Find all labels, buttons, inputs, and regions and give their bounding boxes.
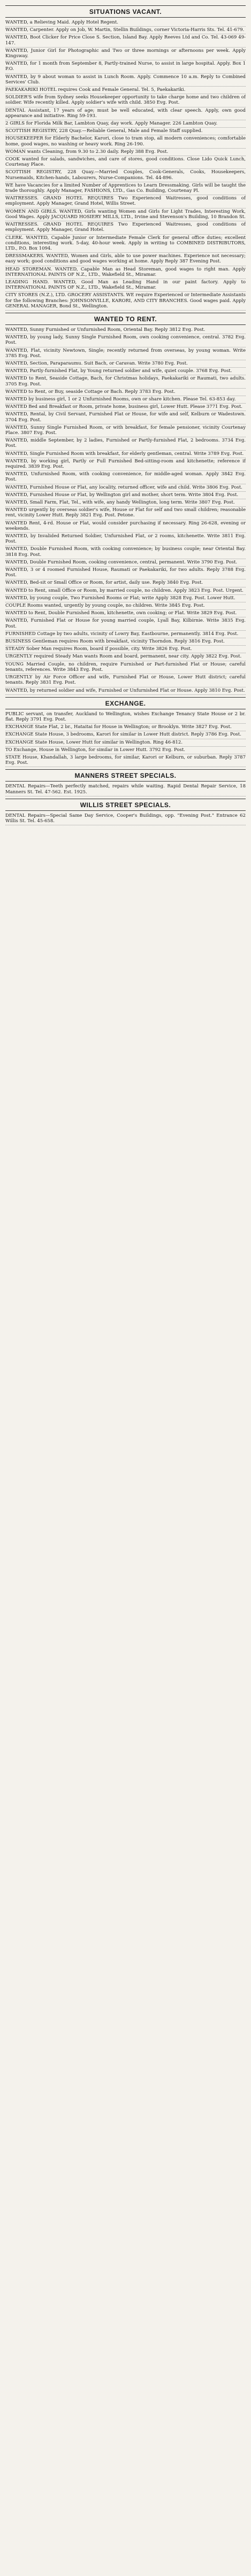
- classified-ad: FURNISHED Cottage by two adults, vicinity of Lowry Bay, Eastbourne, permanently. 3814 Evg. Post.: [5, 631, 246, 638]
- classified-ad: WANTED, Boot Clicker for Price Close S. Section, Island Bay. Apply Reeves Ltd and Co. Tel. 43-069 49-147.: [5, 34, 246, 47]
- classified-ad: WANTED, Unfurnished Room, with cooking convenience, for middle-aged woman. Apply 3842 Evg. Post.: [5, 471, 246, 484]
- classified-ad: PAEKAKARIKI HOTEL requires Cook and Female General. Tel. 5, Paekakariki.: [5, 87, 246, 94]
- classified-ad: EXCHANGE State House, 3 bedrooms, Karori for similar in Lower Hutt district. Reply 3786 Evg. Post.: [5, 731, 246, 739]
- section-heading: WANTED TO RENT.: [5, 314, 246, 325]
- classified-ad: SCOTTISH REGISTRY, 228 Quay.—Married Couples, Cook-Generals, Cooks, Housekeepers, Nursemaids, Kitchen-hands, Labourers, Nurse-Companions. Tel. 44-896.: [5, 169, 246, 182]
- classified-ad: WANTED, Sunny Single Furnished Room, or with breakfast, for female pensioner, vicinity Courtenay Place. 3807 Evg. Post.: [5, 424, 246, 437]
- classified-ad: YOUNG Married Couple, no children, require Furnished or Part-furnished Flat or House; careful tenants, references. Write 3843 Evg. Post.: [5, 661, 246, 674]
- classified-ad: HOUSEKEEPER for Elderly Bachelor, Karori, close to tram stop, all modern conveniences; comfortable home, good wages, no washing or heavy work. Ring 26-190.: [5, 135, 246, 148]
- section: [5, 697, 246, 770]
- classified-ad: TO Exchange, House in Wellington, for similar in Lower Hutt. 3792 Evg. Post.: [5, 747, 246, 754]
- classified-ad: WANTED, Carpenter. Apply on Job, W. Martin, Stellin Buildings, corner Victoria-Harris Sts. Tel. 41-679.: [5, 27, 246, 34]
- classified-ad: WANTED, Furnished House or Flat, by Wellington girl and mother, short term. Write 3804 Evg. Post.: [5, 492, 246, 499]
- classified-ad: 2 GIRLS for Florida Milk Bar, Lambton Quay, day work. Apply Manager. 226 Lambton Quay.: [5, 120, 246, 128]
- classified-ad: WANTED, by young couple, Two Furnished Rooms or Flat; write Apply 3828 Evg. Post. Lower Hutt.: [5, 595, 246, 602]
- classified-ad: WANTED, by working girl, Partly or Full Furnished Bed-sitting-room and kitchenette; reference if required. 3839 Evg. Post.: [5, 458, 246, 471]
- classified-ad: SOLDIER'S wife from Sydney seeks Housekeeper opportunity to take charge home and two children of soldier. Wife recently killed. Apply soldier's wife with child. 3850 Evg. Post.: [5, 94, 246, 107]
- classified-ad: WANTED to Rent, or Buy, seaside Cottage or Bach. Reply 3783 Evg. Post.: [5, 389, 246, 396]
- section: [5, 5, 246, 313]
- classified-ad: DENTAL Assistant, 17 years of age; must be well educated, with clear speech. Apply, own good appearance and initiative. Ring 59-193.: [5, 107, 246, 120]
- classified-ad: DENTAL Repairs—Teeth perfectly matched, repairs while waiting. Rapid Dental Repair Service, 18 Manners St. Tel. 47-562. Est. 1925.: [5, 783, 246, 796]
- section: [5, 799, 246, 827]
- classified-ad: HEAD STOREMAN. WANTED, Capable Man as Head Storeman, good wages to right man. Apply INTERNATIONAL PAINTS OF N.Z., LTD., Wakefield St., Miramar.: [5, 266, 246, 279]
- classified-ad: WANTED, Rental, by Civil Servant, Furnished Flat or House, for wife and self, Kelburn or Wadestown. 3704 Evg. Post.: [5, 411, 246, 424]
- classified-page: [5, 5, 246, 2565]
- classified-ad: WANTED, by young lady, Sunny Single Furnished Room, own cooking convenience, central. 3782 Evg. Post.: [5, 334, 246, 347]
- section: [5, 769, 246, 798]
- classified-ad: WANTED, Double Furnished Room, with cooking convenience; by business couple; near Oriental Bay. 3818 Evg. Post.: [5, 546, 246, 559]
- classified-ad: WOMAN wants Cleaning, from 9.30 to 2.30 daily. Reply 388 Evg. Post.: [5, 149, 246, 156]
- classified-ad: WANTED, by Invalided Returned Soldier, Unfurnished Flat, or 2 rooms, kitchenette. Write 3811 Evg. Post.: [5, 533, 246, 546]
- classified-ad: LEADING HAND. WANTED, Good Man as Leading Hand in our paint factory. Apply to INTERNATIONAL PAINTS OF N.Z., LTD., Wakefield St., Miramar.: [5, 279, 246, 292]
- classified-ad: WANTED by business girl, 1 or 2 Unfurnished Rooms, own or share kitchen. Please Tel. 63-853 day.: [5, 396, 246, 404]
- classified-ad: WANTED, Section, Paraparaumu. Suit Bach, or Caravan. Write 3780 Evg. Post.: [5, 360, 246, 368]
- classified-ad: WANTED Rent, 4-rd. House or Flat, would consider purchasing if necessary. Ring 26-628, evening or weekends.: [5, 520, 246, 533]
- classified-ad: EXCHANGE State House, Lower Hutt for similar in Wellington. Ring 46-812.: [5, 739, 246, 747]
- classified-ad: STEADY Sober Man requires Room, board if possible, city. Write 3826 Evg. Post.: [5, 646, 246, 653]
- classified-ad: WANTED, Bed-sit or Small Office or Room, for artist, daily use. Reply 3840 Evg. Post.: [5, 579, 246, 587]
- classified-ad: WANTED to Rent, Double Furnished Room, kitchenette, own cooking; or Flat. Write 3829 Evg. Post.: [5, 610, 246, 617]
- classified-ad: WANTED, Partly-furnished Flat, by Young returned soldier and wife, quiet couple. 3768 Evg. Post.: [5, 368, 246, 375]
- classified-ad: PUBLIC servant, on transfer, Auckland to Wellington, wishes Exchange Tenancy State House or 2 br. flat. Reply 3791 Evg. Post.: [5, 711, 246, 724]
- section-heading: SITUATIONS VACANT.: [5, 7, 246, 18]
- classified-ad: WANTED, by returned soldier and wife, Furnished or Unfurnished Flat or House. Apply 3810 Evg. Post.: [5, 687, 246, 695]
- classified-ad: COOK wanted for salads, sandwiches, and care of stores, good conditions. Close Lido Quick Lunch, Courtenay Place.: [5, 156, 246, 169]
- classified-ad: WANTED, Single Furnished Room with breakfast, for elderly gentleman, central. Write 3789 Evg. Post.: [5, 451, 246, 458]
- classified-ad: COUPLE Rooms wanted, urgently by young couple, no children. Write 3845 Evg. Post.: [5, 602, 246, 610]
- classified-ad: CLERK. WANTED, Capable Junior or Intermediate Female Clerk for general office duties; excellent conditions, interesting work. 5-day, 40-hour week. Apply in writing to COMBINED DISTRIBUTORS, LTD., P.O. Box 1094.: [5, 235, 246, 253]
- classified-ad: WANTED, by 9 about woman to assist in Lunch Room. Apply. Commence 10 a.m. Reply to Combined Services' Club.: [5, 74, 246, 87]
- classified-ad: WANTED, Sunny Furnished or Unfurnished Room, Oriental Bay. Reply 3812 Evg. Post.: [5, 327, 246, 334]
- classified-ad: WANTED, 3 or 4 roomed Furnished House, Raumati or Paekakariki, for two adults. Reply 3788 Evg. Post.: [5, 567, 246, 579]
- section-heading: WILLIS STREET SPECIALS.: [5, 800, 246, 811]
- classified-ad: WANTED, Furnished Flat or House for young married couple, Lyall Bay, Kilbirnie. Write 3835 Evg. Post.: [5, 617, 246, 630]
- classified-ad: BUSINESS Gentleman requires Room with breakfast, vicinity Thorndon. Reply 3816 Evg. Post.: [5, 638, 246, 646]
- classified-ad: WOMEN AND GIRLS. WANTED, Girls wanting Women and Girls for Light Trades, Interesting Work, Good Wages. Apply JACQUARD HOSIERY MILLS, LTD., Irvine and Stevenson's Building, 10 Brandon St.: [5, 208, 246, 221]
- classified-ad: CITY STORES (N.Z.), LTD. GROCERY ASSISTANTS. WE require Experienced or Intermediate Assistants for the following Branches: JOHNSONVILLE, KARORI, AND CITY BRANCHES. Good wages paid. Apply GENERAL MANAGER, Bond St., Wellington.: [5, 292, 246, 311]
- classified-ad: URGENTLY by Air Force Officer and wife, Furnished Flat or House, Lower Hutt district; careful tenants. Reply 3831 Evg. Post.: [5, 674, 246, 687]
- classified-ad: WANTED Bed and Breakfast or Room, private home, business girl, Lower Hutt. Please 3771 Evg. Post.: [5, 404, 246, 411]
- classified-ad: DENTAL Repairs—Special Same Day Service, Cooper's Buildings, opp. "Evening Post." Entrance 62 Willis St. Tel. 45-658.: [5, 813, 246, 825]
- classified-ad: URGENTLY required Steady Man wants Room and board, permanent, near city. Apply 3822 Evg. Post.: [5, 653, 246, 661]
- classified-ad: WANTED, Double Furnished Room, cooking convenience, central, permanent. Write 3790 Evg. Post.: [5, 559, 246, 567]
- classified-ad: WE have Vacancies for a limited Number of Apprentices to Learn Dressmaking. Girls will be taught the trade thoroughly. Apply Manager, FASHIONS, LTD., Gas Co. Building, Courtenay Pl.: [5, 182, 246, 195]
- classified-ad: WANTED to Rent, small Office or Room, by married couple, no children. Apply 3823 Evg. Post. Urgent.: [5, 587, 246, 595]
- classified-ad: STATE House, Khandallah, 3 large bedrooms, for similar, Karori or Kelburn, or suburban. Reply 3787 Evg. Post.: [5, 754, 246, 767]
- classified-ad: SCOTTISH REGISTRY, 228 Quay.—Reliable General, Male and Female Staff supplied.: [5, 128, 246, 135]
- classified-ad: WANTED urgently by overseas soldier's wife, House or Flat for self and two small children; reasonable rent, vicinity Lower Hutt. Reply 3821 Evg. Post. Petone.: [5, 507, 246, 520]
- classified-ad: WANTED, Junior Girl for Photographic and Two or three mornings or afternoons per week. Apply Kingsway.: [5, 48, 246, 60]
- section-heading: EXCHANGE.: [5, 699, 246, 709]
- classified-ad: WANTED, Flat, vicinity Newtown, Single; recently returned from overseas, by young woman. Write 3785 Evg. Post.: [5, 347, 246, 360]
- classified-ad: WANTED to Rent, Seaside Cottage, Bach, for Christmas holidays, Paekakariki or Raumati, two adults. 3705 Evg. Post.: [5, 375, 246, 388]
- classified-ad: DRESSMAKERS. WANTED, Women and Girls, able to use power machines. Experience not necessary; easy work; good conditions and good wages working at home. Apply Reply 387 Evening Post.: [5, 253, 246, 266]
- classified-ad: WANTED, for 1 month from September 8, Partly-trained Nurse, to assist in large hospital. Apply. Box 1 P.O.: [5, 60, 246, 73]
- classified-ad: WANTED, Furnished House or Flat, any locality, returned officer, wife and child. Write 3806 Evg. Post.: [5, 484, 246, 492]
- classified-ad: EXCHANGE State Flat, 2 br., Hataitai for House in Wellington; or Brooklyn. Write 3827 Evg. Post.: [5, 724, 246, 731]
- classified-ad: WANTED, a Relieving Maid. Apply Hotel Regent.: [5, 19, 246, 27]
- section: [5, 313, 246, 697]
- classified-ad: WANTED, middle September, by 2 ladies, Furnished or Partly-furnished Flat, 2 bedrooms. 3734 Evg. Post.: [5, 437, 246, 450]
- classified-ad: WAITRESSES. GRAND HOTEL REQUIRES Two Experienced Waitresses, good conditions of employment. Apply Manager, Grand Hotel.: [5, 221, 246, 234]
- classified-ad: WANTED, Small Farm, Flat, Tel., with wife, any handy Wellington, long term. Write 3807 Evg. Post.: [5, 499, 246, 507]
- classified-ad: WAITRESSES. GRAND HOTEL REQUIRES Two Experienced Waitresses, good conditions of employment. Apply Manager, Grand Hotel, Willis Street.: [5, 195, 246, 208]
- section-heading: MANNERS STREET SPECIALS.: [5, 771, 246, 782]
